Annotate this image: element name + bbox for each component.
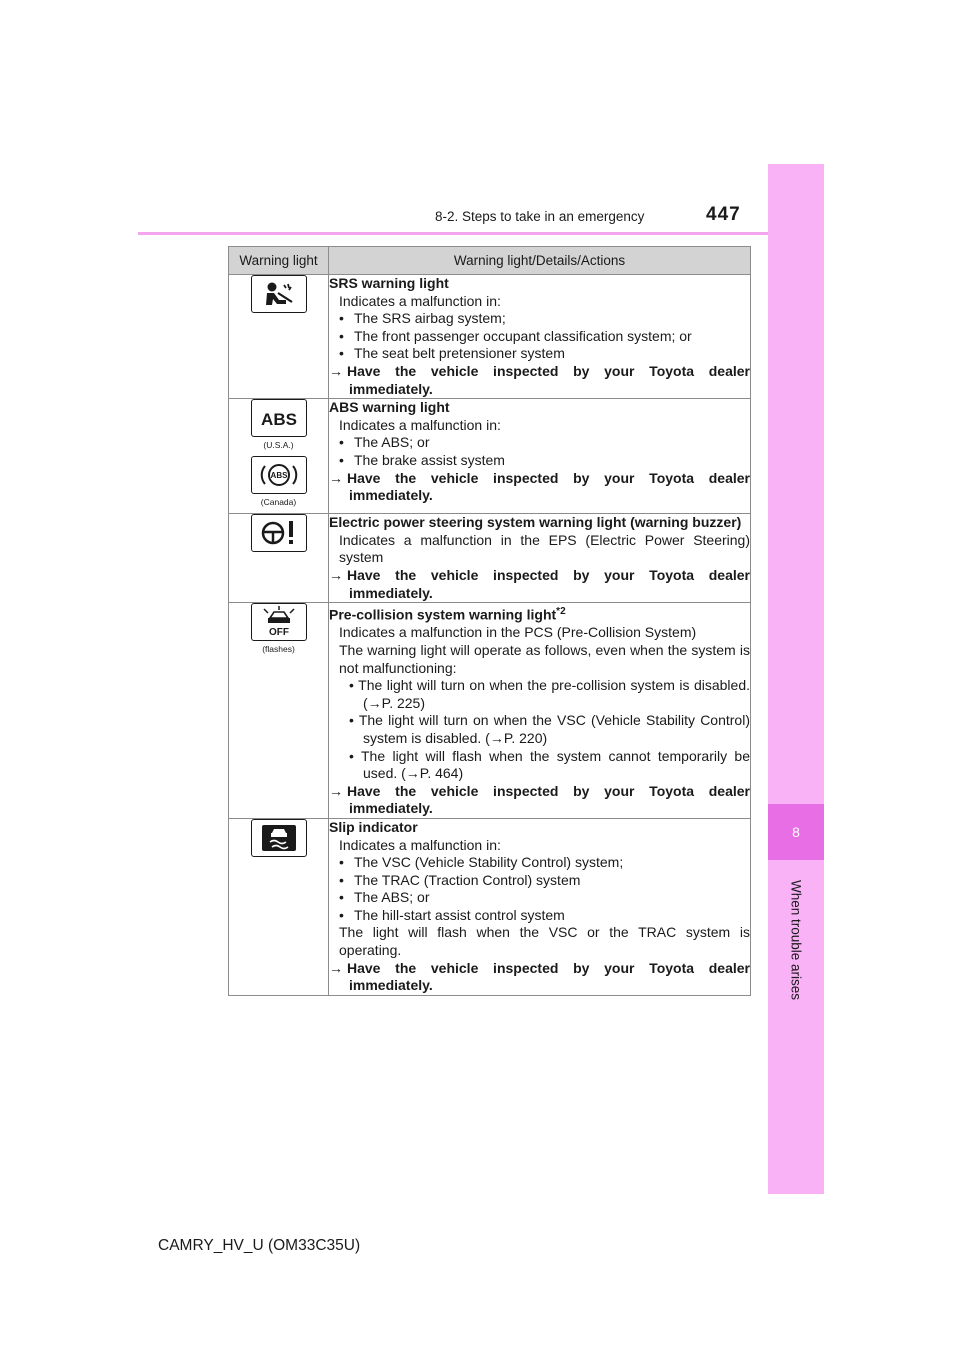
detail-text: Indicates a malfunction in: bbox=[339, 292, 501, 309]
header-divider bbox=[138, 232, 823, 235]
detail-text: Indicates a malfunction in the EPS (Electric Power Steering) system bbox=[339, 531, 750, 566]
detail-text: Indicates a malfunction in: bbox=[339, 416, 501, 433]
icon-cell bbox=[229, 399, 329, 514]
icon-cell bbox=[229, 603, 329, 819]
table-row bbox=[229, 399, 751, 514]
table-row bbox=[229, 603, 751, 819]
icon-caption-flashes: (flashes) bbox=[262, 644, 295, 655]
arrow-icon: → bbox=[329, 362, 343, 379]
list-item: • The SRS airbag system; bbox=[339, 310, 506, 327]
abs-circle-icon bbox=[251, 456, 307, 494]
detail-text: The light will flash when the VSC or the TRAC system is operating. bbox=[339, 924, 750, 959]
steering-warning-icon bbox=[251, 514, 307, 552]
warning-light-title: Pre-collision system warning light$^{*2}$ bbox=[329, 606, 566, 623]
list-item: • The TRAC (Traction Control) system bbox=[339, 871, 581, 888]
list-item: • The light will turn on when the pre-collision system is disabled. (→P. 225) bbox=[349, 677, 750, 711]
warning-light-title: ABS warning light bbox=[329, 399, 450, 416]
column-header-details: Warning light/Details/Actions bbox=[329, 247, 751, 275]
table-row bbox=[229, 818, 751, 995]
chapter-label bbox=[776, 870, 816, 1010]
chapter-side-strip bbox=[768, 164, 824, 1194]
footnote-marker: *2 bbox=[556, 606, 566, 618]
arrow-icon: → bbox=[329, 959, 343, 976]
table-header-row bbox=[229, 247, 751, 275]
list-item: • The VSC (Vehicle Stability Control) system; bbox=[339, 854, 624, 871]
details-cell bbox=[329, 818, 751, 995]
action-text: → Have the vehicle inspected by your Toyota dealer immediately. bbox=[329, 566, 750, 601]
list-item: • The hill-start assist control system bbox=[339, 906, 565, 923]
abs-circle-icon-text: ABS bbox=[270, 471, 287, 481]
abs-icon bbox=[251, 399, 307, 437]
chapter-number-tab bbox=[768, 804, 824, 860]
icon-cell bbox=[229, 514, 329, 603]
details-cell bbox=[329, 399, 751, 514]
page-number: 447 bbox=[706, 204, 741, 225]
icon-caption-canada: (Canada) bbox=[260, 497, 297, 508]
chapter-title: When trouble arises bbox=[788, 879, 804, 1001]
list-item: • The light will flash when the system cannot temporarily be used. (→P. 464) bbox=[349, 747, 750, 782]
list-item: • The ABS; or bbox=[339, 889, 430, 906]
column-header-warning-light: Warning light bbox=[229, 247, 329, 275]
arrow-icon: → bbox=[329, 782, 343, 799]
slip-indicator-icon bbox=[251, 819, 307, 857]
chapter-number: 8 bbox=[792, 824, 800, 840]
warning-light-title: SRS warning light bbox=[329, 275, 449, 291]
action-text: → Have the vehicle inspected by your Toyota dealer immediately. bbox=[329, 959, 750, 994]
details-cell bbox=[329, 603, 751, 819]
list-item: • The light will turn on when the VSC (Vehicle Stability Control) system is disabled. (→P. 220) bbox=[349, 712, 750, 746]
list-item: • The seat belt pretensioner system bbox=[339, 345, 565, 362]
list-item: • The brake assist system bbox=[339, 451, 505, 468]
table-row bbox=[229, 514, 751, 603]
icon-cell bbox=[229, 275, 329, 399]
pre-collision-off-icon bbox=[251, 603, 307, 641]
table-row bbox=[229, 275, 751, 399]
detail-text: The warning light will operate as follows, even when the system is not malfunctioning: bbox=[339, 641, 750, 676]
warning-light-table bbox=[228, 246, 751, 996]
details-cell bbox=[329, 514, 751, 603]
icon-cell bbox=[229, 818, 329, 995]
detail-text: Indicates a malfunction in the PCS (Pre-Collision System) bbox=[339, 624, 697, 641]
arrow-icon: → bbox=[329, 566, 343, 583]
warning-light-title: Electric power steering system warning light (warning buzzer) bbox=[329, 514, 742, 531]
detail-text: Indicates a malfunction in: bbox=[339, 836, 501, 853]
list-item: • The front passenger occupant classification system; or bbox=[339, 327, 692, 344]
action-text: → Have the vehicle inspected by your Toyota dealer immediately. bbox=[329, 362, 750, 397]
srs-airbag-icon bbox=[251, 275, 307, 313]
off-icon-text: OFF bbox=[268, 627, 289, 639]
warning-light-title: Slip indicator bbox=[329, 818, 418, 835]
section-title: 8-2. Steps to take in an emergency bbox=[435, 209, 645, 224]
details-cell bbox=[329, 275, 751, 399]
action-text: → Have the vehicle inspected by your Toyota dealer immediately. bbox=[329, 469, 750, 504]
model-code-footer: CAMRY_HV_U (OM33C35U) bbox=[158, 1237, 361, 1254]
icon-caption-usa: (U.S.A.) bbox=[263, 440, 294, 451]
arrow-icon: → bbox=[329, 469, 343, 486]
list-item: • The ABS; or bbox=[339, 434, 430, 451]
abs-icon-text: ABS bbox=[260, 410, 297, 430]
action-text: → Have the vehicle inspected by your Toyota dealer immediately. bbox=[329, 782, 750, 817]
